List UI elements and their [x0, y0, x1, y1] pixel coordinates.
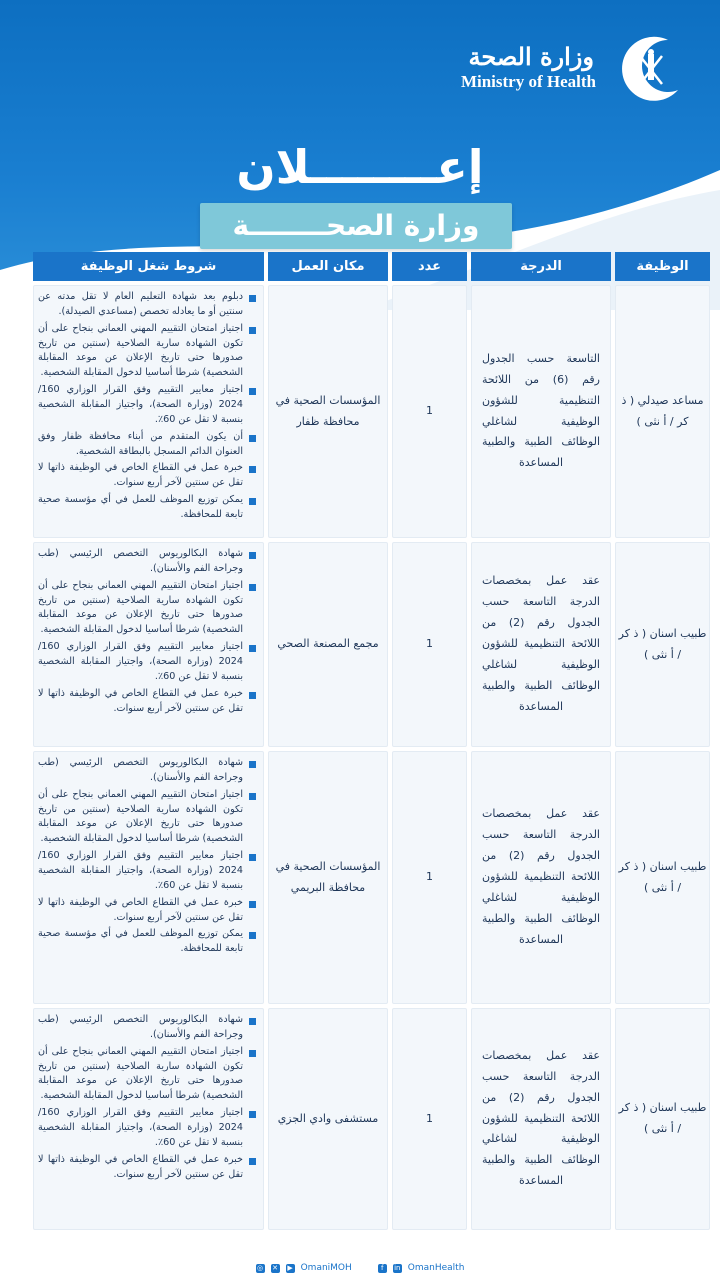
table-row [14, 751, 710, 1004]
condition-item: يمكن توزيع الموظف للعمل في أي مؤسسة صحية تابعة للمحافظة. [38, 493, 257, 523]
header-conditions: شروط شغل الوظيفة [33, 252, 264, 281]
job-grade [471, 1008, 611, 1230]
condition-item: شهادة البكالوريوس التخصص الرئيسي (طب وجراحة الفم والأسنان). [38, 1013, 257, 1043]
job-grade [471, 751, 611, 1004]
header-job: الوظيفة [615, 252, 710, 281]
grade-text: التاسعة حسب الجدول رقم (6) من اللائحة التنظيمية للشؤون الوظيفية لشاغلي الوظائف الطبية والطبية المساعدة [482, 351, 600, 470]
facebook-icon[interactable]: f [378, 1264, 387, 1273]
job-title: طبيب اسنان ( ذ كر / أ نثى ) [615, 1008, 710, 1230]
condition-item: اجتياز معايير التقييم وفق القرار الوزاري 160/ 2024 (وزارة الصحة)، واجتياز المقابلة الشخصية بنسبة لا تقل عن 60٪. [38, 383, 257, 428]
job-title: طبيب اسنان ( ذ كر / أ نثى ) [615, 542, 710, 747]
vacancy-count: 1 [392, 542, 467, 747]
table-row [14, 285, 710, 538]
condition-item: خبرة عمل في القطاع الخاص في الوظيفة ذاتها لا تقل عن سنتين لآخر أربع سنوات. [38, 896, 257, 926]
page-subtitle: وزارة الصحــــــــة [200, 203, 512, 249]
work-place: مستشفى وادي الجزي [268, 1008, 388, 1230]
condition-item: اجتياز معايير التقييم وفق القرار الوزاري 160/ 2024 (وزارة الصحة)، واجتياز المقابلة الشخصية بنسبة لا تقل عن 60٪. [38, 640, 257, 685]
job-grade [471, 285, 611, 538]
page-title: إعــــــــلان [236, 140, 484, 194]
condition-item: شهادة البكالوريوس التخصص الرئيسي (طب وجراحة الفم والأسنان). [38, 547, 257, 577]
job-conditions [33, 285, 264, 538]
condition-item: اجتياز امتحان التقييم المهني العماني بنجاح على أن تكون الشهادة سارية الصلاحية (سنتين من تاريخ صدورها حتى تاريخ الإعلان عن موعد المقابلة الشخصية) شرطا أساسيا لدخول المقابلة الشخصية. [38, 788, 257, 847]
vacancy-count: 1 [392, 1008, 467, 1230]
work-place: المؤسسات الصحية في محافظة البريمي [268, 751, 388, 1004]
job-conditions [33, 1008, 264, 1230]
footer-social [0, 1258, 720, 1278]
instagram-icon[interactable]: ◎ [257, 1263, 264, 1272]
header-place: مكان العمل [268, 252, 388, 281]
condition-item: شهادة البكالوريوس التخصص الرئيسي (طب وجراحة الفم والأسنان). [38, 756, 257, 786]
condition-item: دبلوم بعد شهادة التعليم العام لا تقل مدته عن سنتين أو ما يعادله تخصص (مساعدي الصيدلة). [38, 290, 257, 320]
condition-item: اجتياز معايير التقييم وفق القرار الوزاري 160/ 2024 (وزارة الصحة)، واجتياز المقابلة الشخصية بنسبة لا تقل عن 60٪. [38, 849, 257, 894]
job-conditions [33, 542, 264, 747]
condition-item: اجتياز معايير التقييم وفق القرار الوزاري 160/ 2024 (وزارة الصحة)، واجتياز المقابلة الشخصية بنسبة لا تقل عن 60٪. [38, 1106, 257, 1151]
grade-text: عقد عمل بمخصصات الدرجة التاسعة حسب الجدول رقم (2) من اللائحة التنظيمية للشؤون الوظيفية لشاغلي الوظائف الطبية والطبية المساعدة [482, 1048, 601, 1188]
ministry-name-english: Ministry of Health [460, 72, 596, 91]
job-title: مساعد صيدلي ( ذ كر / أ نثى ) [615, 285, 710, 538]
table-header-row [14, 252, 710, 281]
social-handle-omanimoh[interactable]: OmaniMOH [300, 1263, 352, 1273]
work-place: مجمع المصنعة الصحي [268, 542, 388, 747]
grade-text: عقد عمل بمخصصات الدرجة التاسعة حسب الجدول رقم (2) من اللائحة التنظيمية للشؤون الوظيفية لشاغلي الوظائف الطبية والطبية المساعدة [482, 807, 601, 946]
x-icon[interactable]: ✕ [272, 1263, 279, 1272]
condition-item: اجتياز امتحان التقييم المهني العماني بنجاح على أن تكون الشهادة سارية الصلاحية (سنتين من تاريخ صدورها حتى تاريخ الإعلان عن موعد المقابلة الشخصية) شرطا أساسيا لدخول المقابلة الشخصية. [38, 322, 257, 381]
condition-item: خبرة عمل في القطاع الخاص في الوظيفة ذاتها لا تقل عن سنتين لآخر أربع سنوات. [38, 687, 257, 717]
condition-item: يمكن توزيع الموظف للعمل في أي مؤسسة صحية تابعة للمحافظة. [38, 927, 257, 957]
vacancy-count: 1 [392, 751, 467, 1004]
linkedin-icon[interactable]: in [394, 1263, 401, 1272]
social-handle-omanhealth[interactable]: OmanHealth [407, 1263, 465, 1273]
job-conditions [33, 751, 264, 1004]
job-grade [471, 542, 611, 747]
header-count: عدد [392, 252, 467, 281]
ministry-emblem-icon [616, 34, 686, 104]
header-grade: الدرجة [471, 252, 611, 281]
condition-item: اجتياز امتحان التقييم المهني العماني بنجاح على أن تكون الشهادة سارية الصلاحية (سنتين من تاريخ صدورها حتى تاريخ الإعلان عن موعد المقابلة الشخصية) شرطا أساسيا لدخول المقابلة الشخصية. [38, 1045, 257, 1104]
condition-item: خبرة عمل في القطاع الخاص في الوظيفة ذاتها لا تقل عن سنتين لآخر أربع سنوات. [38, 1153, 257, 1183]
job-title: طبيب اسنان ( ذ كر / أ نثى ) [615, 751, 710, 1004]
condition-item: اجتياز امتحان التقييم المهني العماني بنجاح على أن تكون الشهادة سارية الصلاحية (سنتين من تاريخ صدورها حتى تاريخ الإعلان عن موعد المقابلة الشخصية) شرطا أساسيا لدخول المقابلة الشخصية. [38, 579, 257, 638]
table-row [14, 1008, 710, 1230]
vacancy-count: 1 [392, 285, 467, 538]
youtube-icon[interactable]: ▶ [287, 1263, 293, 1272]
ministry-name-arabic: وزارة الصحة [468, 42, 594, 71]
table-row [14, 542, 710, 747]
condition-item: خبرة عمل في القطاع الخاص في الوظيفة ذاتها لا تقل عن سنتين لآخر أربع سنوات. [38, 461, 257, 491]
condition-item: أن يكون المتقدم من أبناء محافظة ظفار وفق العنوان الدائم المسجل بالبطاقة الشخصية. [38, 430, 257, 460]
work-place: المؤسسات الصحية في محافظة ظفار [268, 285, 388, 538]
jobs-table [14, 252, 710, 1230]
grade-text: عقد عمل بمخصصات الدرجة التاسعة حسب الجدول رقم (2) من اللائحة التنظيمية للشؤون الوظيفية لشاغلي الوظائف الطبية والطبية المساعدة [482, 574, 601, 713]
